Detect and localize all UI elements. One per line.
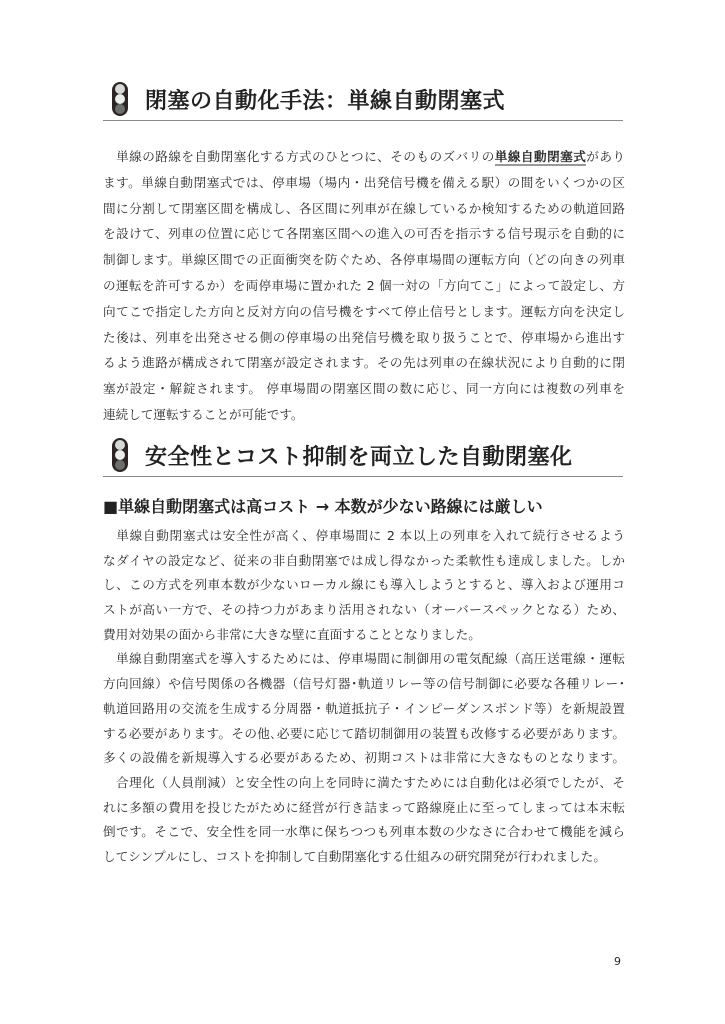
text-run: 単線の路線を自動閉塞化する方式のひとつに、そのものズバリの [103, 149, 495, 164]
section-heading-2 [103, 436, 623, 477]
text-line: 軌道回路用の交流を生成する分周器・軌道抵抗子・インピーダンスボンド等）を新規設置 [103, 700, 625, 716]
text-line: する必要があります。その他､必要に応じて踏切制御用の装置も改修する必要があります。 [103, 725, 625, 741]
text-line: の運転を許可するか）を両停車場に置かれた 2 個一対の「方向てこ」によって設定し、方 [103, 277, 625, 293]
text-line: 方向回線）や信号関係の各機器（信号灯器･軌道リレー等の信号制御に必要な各種リレー･ [103, 676, 625, 692]
text-line: してシンプルにし、コストを抑制して自動閉塞化する仕組みの研究開発が行われました。 [103, 848, 606, 864]
highlighted-term: 単線自動閉塞式 [494, 149, 587, 164]
heading-text: 安全性とコスト抑制を両立した自動閉塞化 [145, 445, 573, 470]
text-line: ます。単線自動閉塞式では、停車場（場内・出発信号機を備える駅）の間をいくつかの区 [103, 174, 625, 190]
section-heading-1 [103, 80, 623, 121]
text-line: 合理化（人員削減）と安全性の向上を同時に満たすためには自動化は必須でしたが、そ [103, 774, 626, 790]
text-line: れに多額の費用を投じたがために経営が行き詰まって路線廃止に至ってしまっては本末転 [103, 799, 625, 815]
text-line: 多くの設備を新規導入する必要があるため、初期コストは非常に大きなものとなります。 [103, 750, 625, 766]
text-line: た後は、列車を出発させる側の停車場の出発信号機を取り扱うことで、停車場から進出す [103, 329, 625, 345]
text-line: し、この方式を列車本数が少ないローカル線にも導入しようとすると、導入および運用コ [103, 577, 625, 593]
subheading: ■単線自動閉塞式は高コスト → 本数が少ない路線には厳しい [103, 497, 543, 516]
text-run: があり [586, 149, 626, 164]
text-line: 間に分割して閉塞区間を構成し、各区間に列車が在線しているか検知するための軌道回路 [103, 200, 625, 216]
text-line: 連続して運転することが可能です。 [103, 406, 304, 422]
text-line: 単線自動閉塞式を導入するためには、停車場間に制御用の電気配線（高圧送電線・運転 [103, 651, 625, 667]
text-line: 制御します。単線区間での正面衝突を防ぐため、各停車場間の運転方向（どの向きの列車 [103, 252, 625, 268]
text-line: 倒です。そこで、安全性を同一水準に保ちつつも列車本数の少なさに合わせて機能を減ら [103, 824, 625, 840]
traffic-signal-icon [112, 438, 128, 472]
page-number: 9 [614, 955, 621, 968]
section2-paragraphs [103, 524, 625, 870]
text-line: 単線自動閉塞式は安全性が高く、停車場間に 2 本以上の列車を入れて続行させるよう [103, 528, 625, 543]
text-line: るよう進路が構成されて閉塞が設定されます。その先は列車の在線状況により自動的に閉 [103, 355, 625, 371]
traffic-signal-icon [112, 82, 128, 116]
text-line: 塞が設定・解錠されます。 停車場間の閉塞区間の数に応じ、同一方向には複数の列車を [103, 381, 625, 397]
section1-paragraph [103, 144, 625, 428]
text-line: なダイヤの設定など、従来の非自動閉塞では成し得なかった柔軟性も達成しました。しか [103, 552, 625, 568]
text-line: 向てこで指定した方向と反対方向の信号機をすべて停止信号とします。運転方向を決定し [103, 303, 625, 319]
heading-text: 閉塞の自動化手法：単線自動閉塞式 [145, 89, 506, 114]
text-line [103, 144, 625, 170]
text-line: 費用対効果の面から非常に大きな壁に直面することとなりました。 [103, 626, 481, 642]
text-line: を設けて、列車の位置に応じて各閉塞区間への進入の可否を指示する信号現示を自動的に [103, 226, 625, 242]
text-line: ストが高い一方で、その持つ力があまり活用されない（オーバースペックとなる）ため、 [103, 602, 625, 618]
